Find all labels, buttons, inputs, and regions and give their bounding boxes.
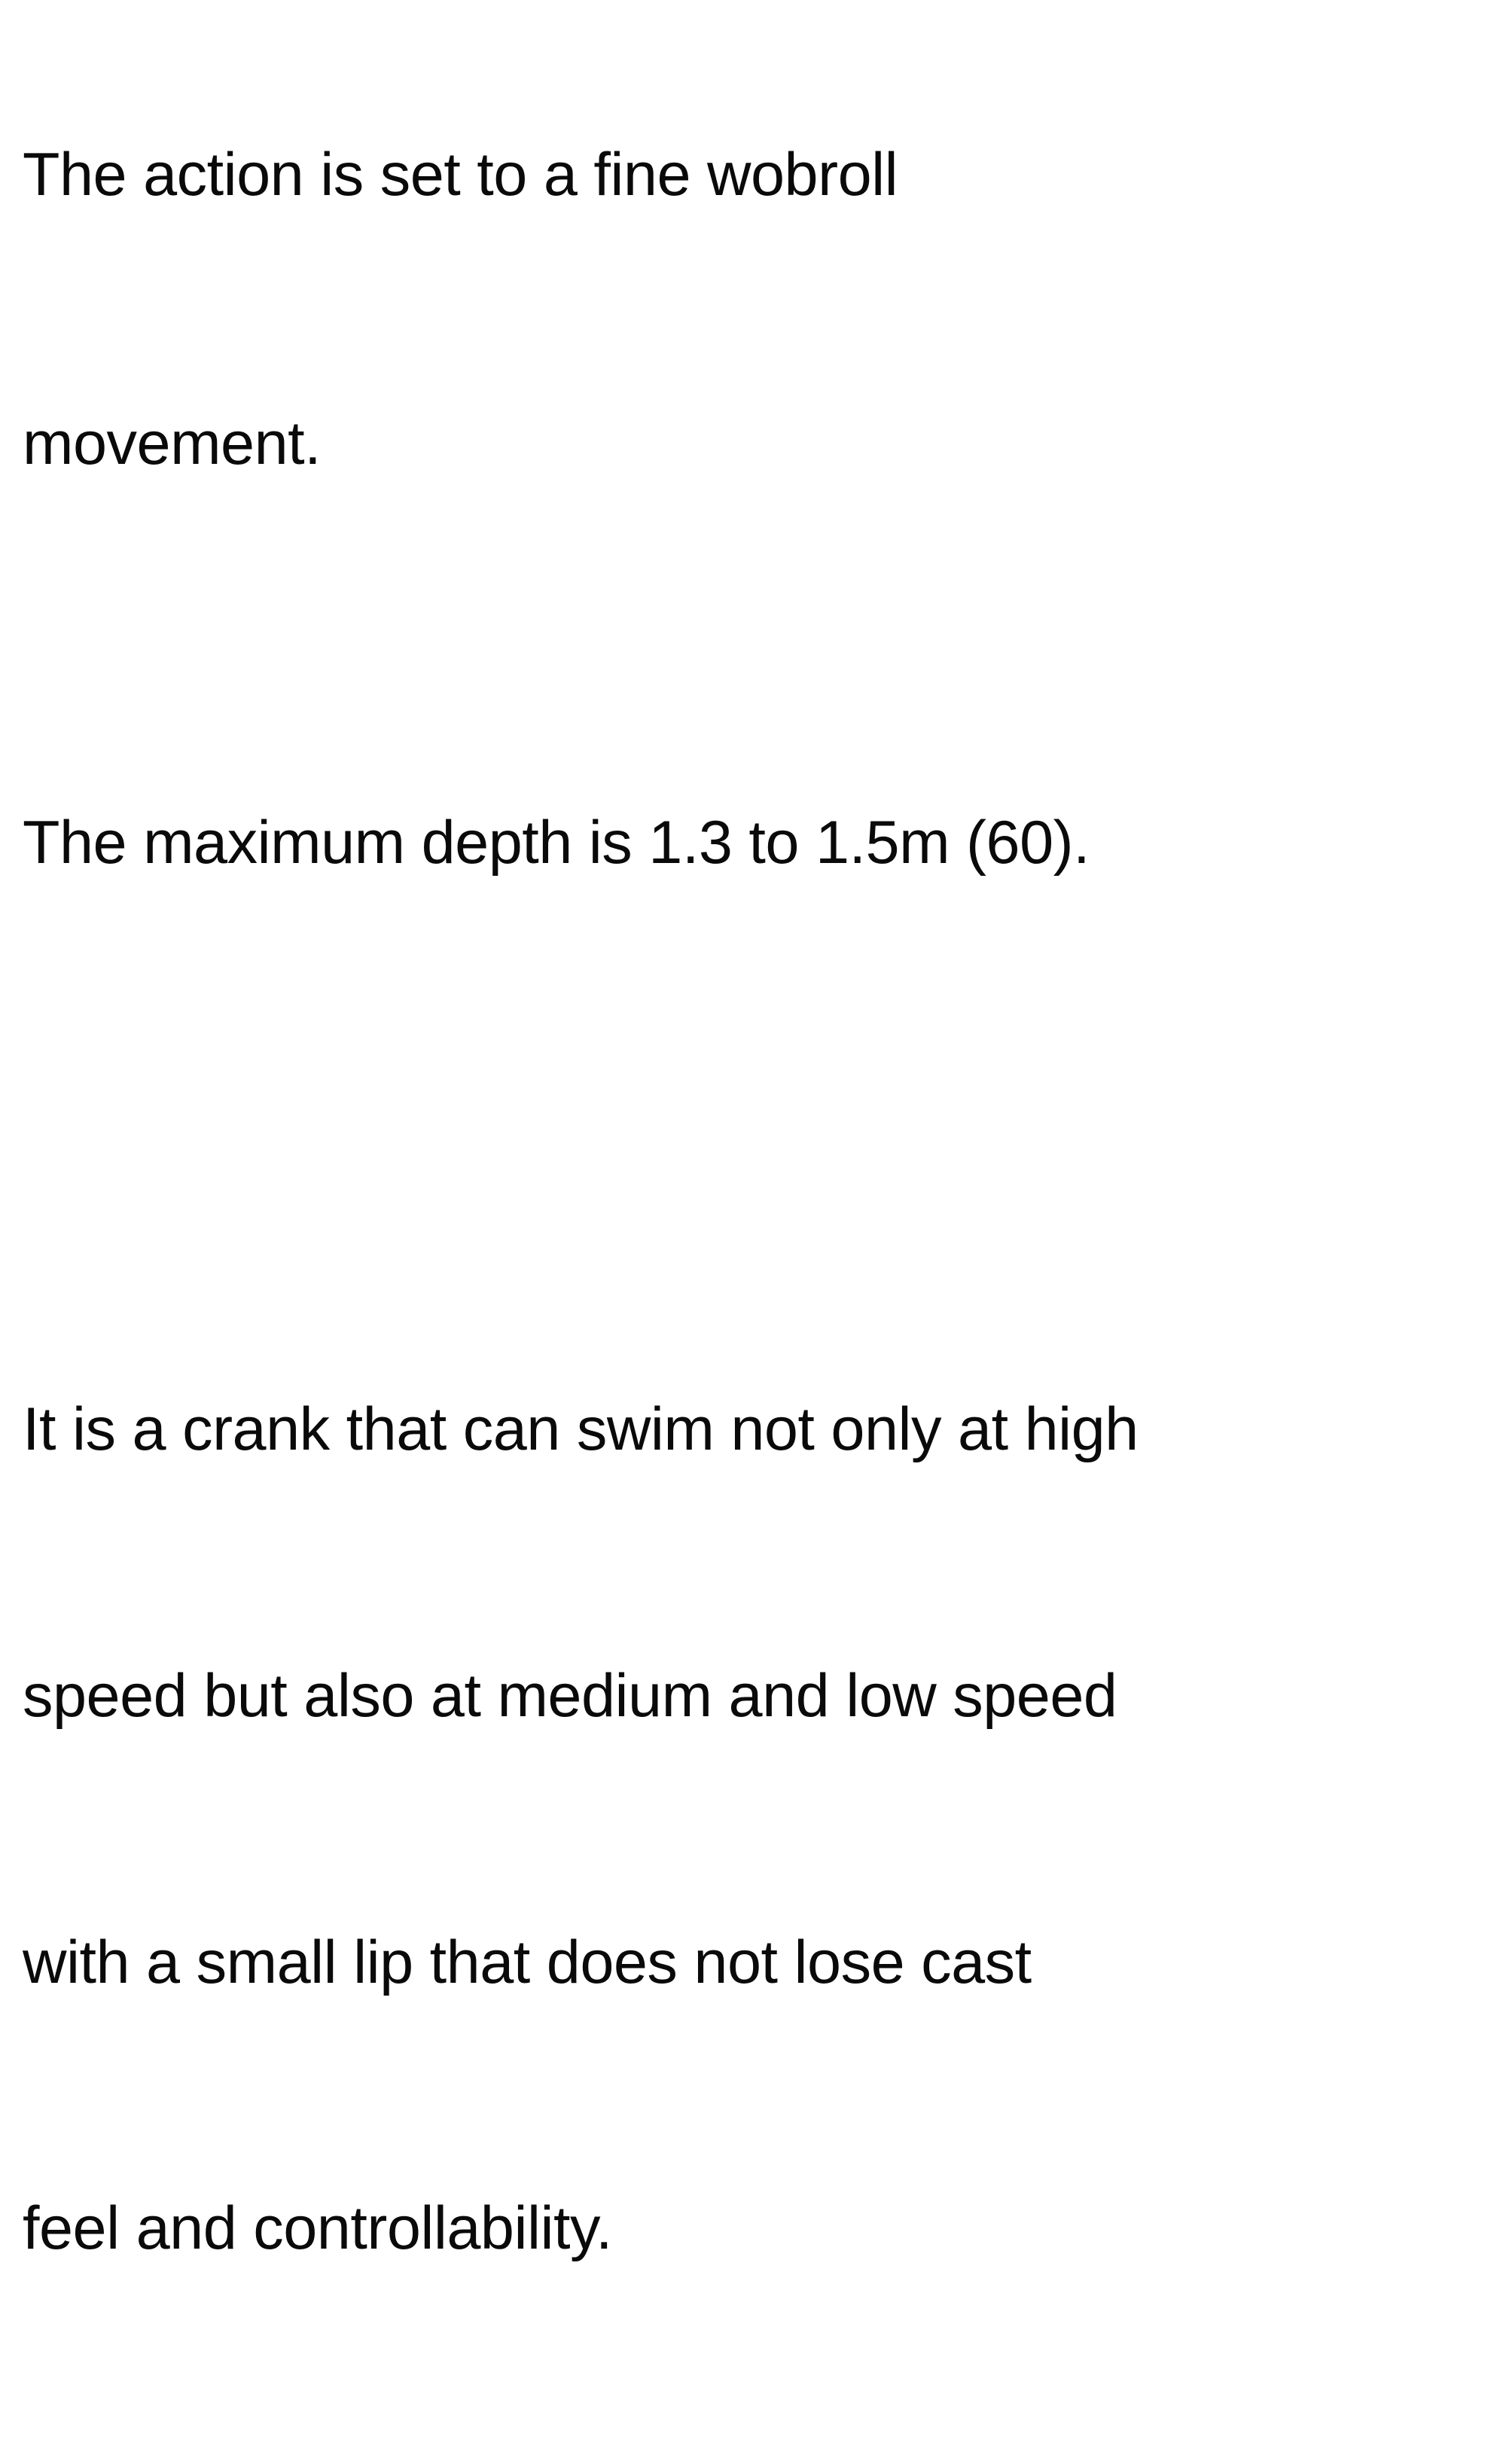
paragraph-action: [23, 14, 1476, 682]
text-line: It is a crank that can swim not only at high: [23, 1395, 1139, 1464]
text-line: speed but also at medium and low speed: [23, 1662, 1117, 1731]
paragraph-crank: [23, 1269, 1476, 2464]
paragraph-depth: [23, 682, 1476, 1080]
paragraph-spacer: [23, 1081, 1476, 1269]
text-line: movement.: [23, 410, 322, 478]
text-line: with a small lip that does not lose cast: [23, 1928, 1032, 1996]
text-line: The action is set to a fine wobroll: [23, 140, 898, 209]
text-line: feel and controllability.: [23, 2194, 612, 2263]
text-line: The maximum depth is 1.3 to 1.5m (60).: [23, 808, 1090, 877]
